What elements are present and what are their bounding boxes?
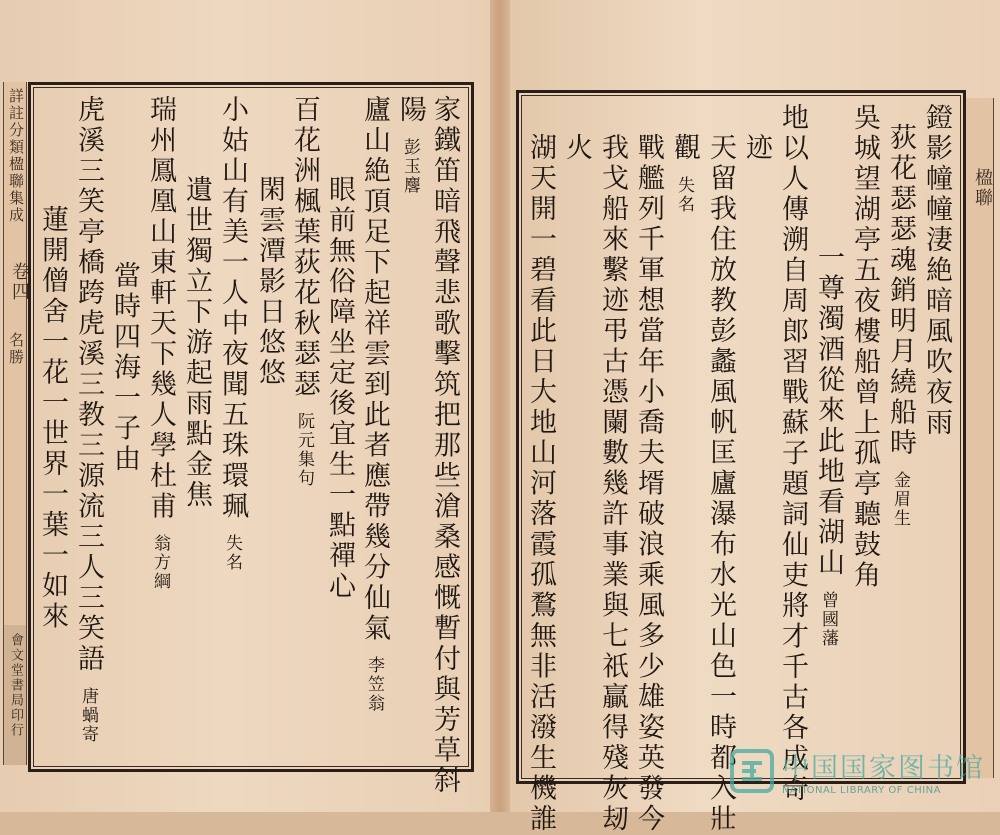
left-margin-section: 名勝	[7, 332, 25, 366]
author-note: 阮元集句	[294, 412, 314, 488]
book-gutter	[490, 0, 510, 812]
text-column: 眼前無俗障坐定後宜生一點禪心	[324, 175, 355, 602]
left-margin-publisher: 會文堂書局印行	[8, 633, 23, 738]
text-column: 我戈船來繫迹弔古憑闌數幾許事業與七祇贏得殘灰刼	[597, 133, 628, 835]
text-column: 當時四海一子由	[109, 261, 140, 475]
left-margin-strip	[3, 82, 30, 642]
watermark-title-en: NATIONAL LIBRARY OF CHINA	[782, 785, 941, 796]
text-column: 一尊濁酒從來此地看湖山曾國藩	[813, 243, 844, 648]
author-note: 李笠翁	[364, 656, 384, 713]
text-column: 天留我住放教彭蠡風帆匡廬瀑布水光山色一時都入壯	[705, 133, 736, 835]
text-column: 陽彭玉麐	[395, 95, 426, 195]
watermark-title-cn: 中国国家图书馆	[782, 753, 985, 784]
text-column: 瑞州鳳凰山東軒天下幾人學杜甫翁方綱	[145, 95, 176, 591]
text-column: 戰艦列千軍想當年小喬夫壻破浪乘風多少雄姿英發今	[633, 133, 664, 835]
text-column: 地以人傳溯自周郎習戰蘇子題詞仙吏將才千古各成奇	[777, 103, 808, 805]
author-note: 失名	[674, 175, 694, 214]
library-watermark	[730, 740, 992, 802]
author-note: 曾國藩	[818, 590, 838, 648]
left-margin-chapter: 卷四	[9, 262, 30, 302]
text-column: 湖天開一碧看此日大地山河落霞孤鶩無非活潑生機誰	[525, 133, 556, 835]
library-logo-icon	[730, 749, 774, 793]
author-note: 失名	[222, 534, 242, 572]
left-margin-publisher-strip	[3, 625, 27, 765]
text-column: 火	[561, 133, 592, 164]
text-column: 廬山絶頂足下起祥雲到此者應帶幾分仙氣李笠翁	[359, 95, 390, 713]
right-margin-title: 楹聯	[972, 168, 993, 208]
text-column: 家鐵笛暗飛聲悲歌擊筑把那些滄桑感慨暫付與芳草斜	[429, 95, 460, 797]
left-margin-title: 詳註分類楹聯集成	[7, 88, 25, 224]
text-column: 遺世獨立下游起雨點金焦	[181, 175, 212, 511]
text-column: 虎溪三笑亭橋跨虎溪三教三源流三人三笑語唐蝸寄	[73, 95, 104, 744]
text-column: 閑雲潭影日悠悠	[254, 175, 285, 389]
text-column: 吳城望湖亭五夜樓船曾上孤亭聽鼓角	[849, 103, 880, 591]
right-margin-strip	[962, 98, 994, 778]
text-column: 小姑山有美一人中夜聞五珠環珮失名	[217, 95, 248, 572]
author-note: 唐蝸寄	[78, 686, 98, 744]
text-column: 觀失名	[669, 133, 700, 214]
text-column: 迹	[741, 133, 772, 164]
author-note: 翁方綱	[150, 534, 170, 591]
text-column: 蓮開僧舍一花一世界一葉一如來	[37, 205, 68, 632]
author-note: 彭玉麐	[400, 137, 420, 195]
author-note: 金眉生	[890, 470, 910, 528]
text-column: 荻花瑟瑟魂銷明月繞船時金眉生	[885, 123, 916, 528]
left-text-frame	[28, 82, 474, 797]
text-column: 鐙影幢幢淒絶暗風吹夜雨	[921, 103, 952, 439]
text-column: 百花洲楓葉荻花秋瑟瑟阮元集句	[289, 95, 320, 488]
